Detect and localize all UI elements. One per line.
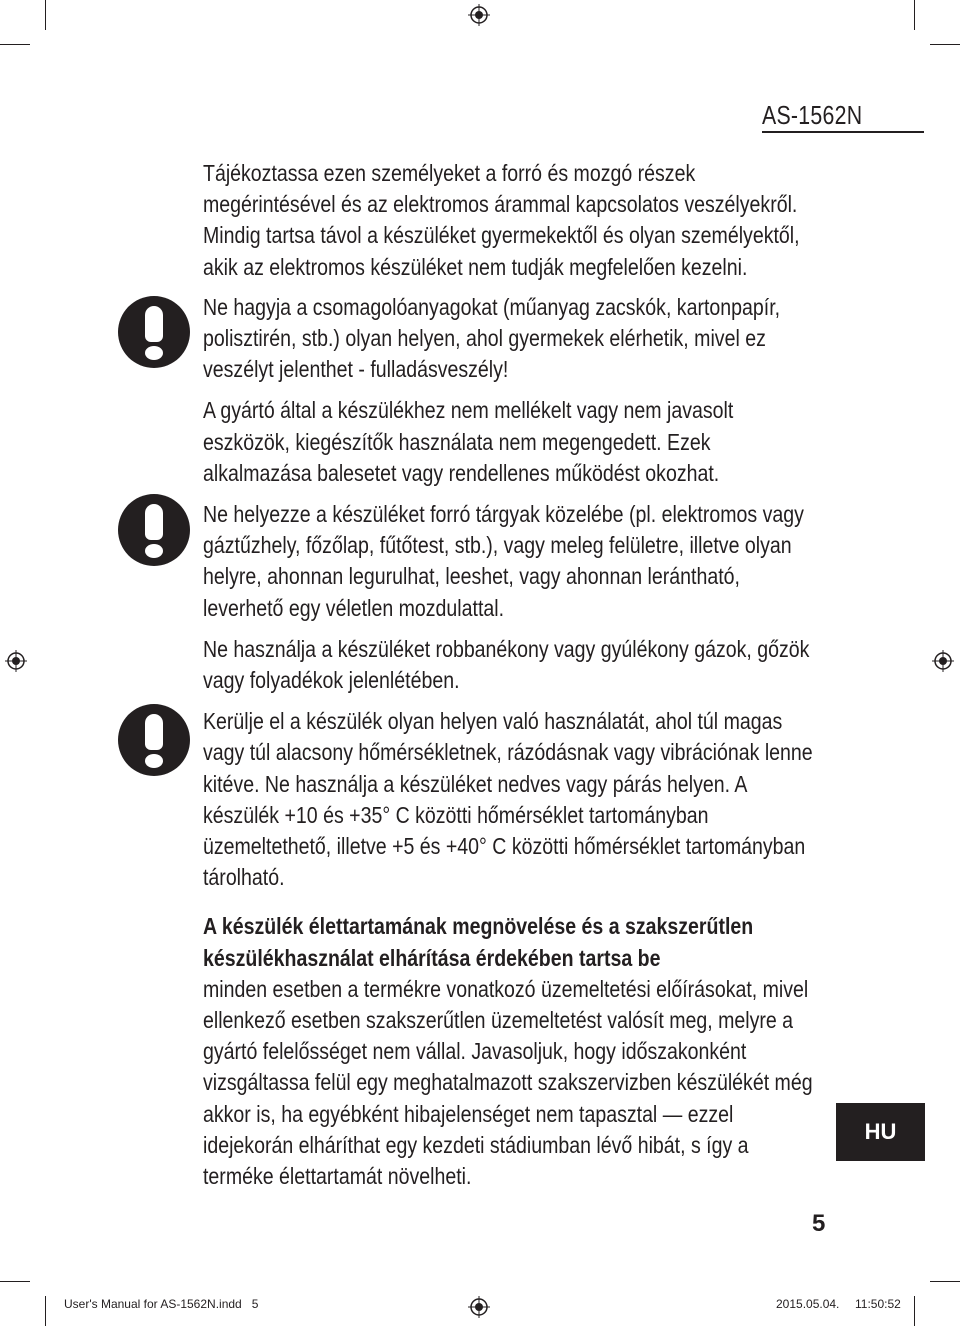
warning-exclamation-icon xyxy=(118,704,190,776)
warning-exclamation-icon xyxy=(118,296,190,368)
warning-exclamation-icon xyxy=(118,494,190,566)
crop-mark-top-right-h xyxy=(930,44,960,45)
page-number: 5 xyxy=(812,1210,826,1237)
registration-mark-icon xyxy=(468,4,490,26)
crop-mark-top-left-v xyxy=(45,0,46,30)
language-tab: HU xyxy=(836,1103,925,1161)
text-column xyxy=(203,158,824,1192)
paragraph: Ne helyezze a készüléket forró tárgyak közelébe (pl. elektromos vagy gáztűzhely, főzőlap, fűtőtest, stb.), vagy meleg felületre, illetve olyan helyre, ahonnan legurulhat, leeshet, vagy ahonnan lerántható, leverhető egy véletlen mozdulattal. xyxy=(203,501,804,621)
slug-time: 11:50:52 xyxy=(855,1297,901,1311)
crop-mark-bottom-right-h xyxy=(930,1281,960,1282)
section-heading: A készülék élettartamának megnövelése és a szakszerűtlen készülékhasználat elhárítása érdekében tartsa be xyxy=(203,913,754,971)
crop-mark-top-left-h xyxy=(0,44,30,45)
paragraph: A gyártó által a készülékhez nem mellékelt vagy nem javasolt eszközök, kiegészítők használata nem megengedett. Ezek alkalmazása balesetet vagy rendellenes működést okozhat. xyxy=(203,397,734,486)
crop-mark-bottom-left-h xyxy=(0,1281,30,1282)
header-rule xyxy=(762,131,924,133)
paragraph: Tájékoztassa ezen személyeket a forró és mozgó részek megérintésével és az elektromos árammal kapcsolatos veszélyekről. Mindig tartsa távol a készüléket gyermekektől és olyan személyektől, akik az elektromos készüléket nem tudják megfelelően kezelni. xyxy=(203,160,800,280)
paragraph: Ne hagyja a csomagolóanyagokat (műanyag zacskók, kartonpapír, polisztirén, stb.) olyan helyen, ahol gyermekek elérhetik, mivel ez veszélyt jelenthet - fulladásveszély! xyxy=(203,293,781,383)
slug-filename: User's Manual for AS-1562N.indd 5 xyxy=(64,1297,259,1311)
crop-mark-bottom-left-v xyxy=(45,1296,46,1326)
crop-mark-bottom-right-v xyxy=(914,1296,915,1326)
paragraph: Ne használja a készüléket robbanékony vagy gyúlékony gázok, gőzök vagy folyadékok jelenlétében. xyxy=(203,635,810,694)
registration-mark-icon xyxy=(5,650,27,672)
paragraph: Kerülje el a készülék olyan helyen való használatát, ahol túl magas vagy túl alacsony hőmérsékletnek, rázódásnak vagy vibrációnak lenne kitéve. Ne használja a készüléket nedves vagy párás helyen. A készülék +10 és +35° C közötti hőmérséklet tartományban üzemeltethető, illetve +5 és +40° C közötti hőmérséklet tartományban tárolható. xyxy=(203,708,813,891)
slug-date: 2015.05.04. xyxy=(776,1297,840,1311)
main-content xyxy=(203,158,823,1202)
registration-mark-icon xyxy=(468,1296,490,1318)
crop-mark-top-right-v xyxy=(914,0,915,30)
paragraph: minden esetben a termékre vonatkozó üzemeltetési előírásokat, mivel ellenkező esetben szakszerűtlen üzemeltetést valósít meg, melyre a gyártó felelősséget nem vállal. Javasoljuk, hogy időszakonként vizsgáltassa felül egy meghatalmazott szakszervizben készülékét még akkor is, ha egyébként hibajelenséget nem tapasztal — ezzel idejekorán elháríthat egy kezdeti stádiumban lévő hibát, s így a terméke élettartamát növelheti. xyxy=(203,975,813,1190)
model-number: AS-1562N xyxy=(762,100,863,130)
registration-mark-icon xyxy=(932,650,954,672)
